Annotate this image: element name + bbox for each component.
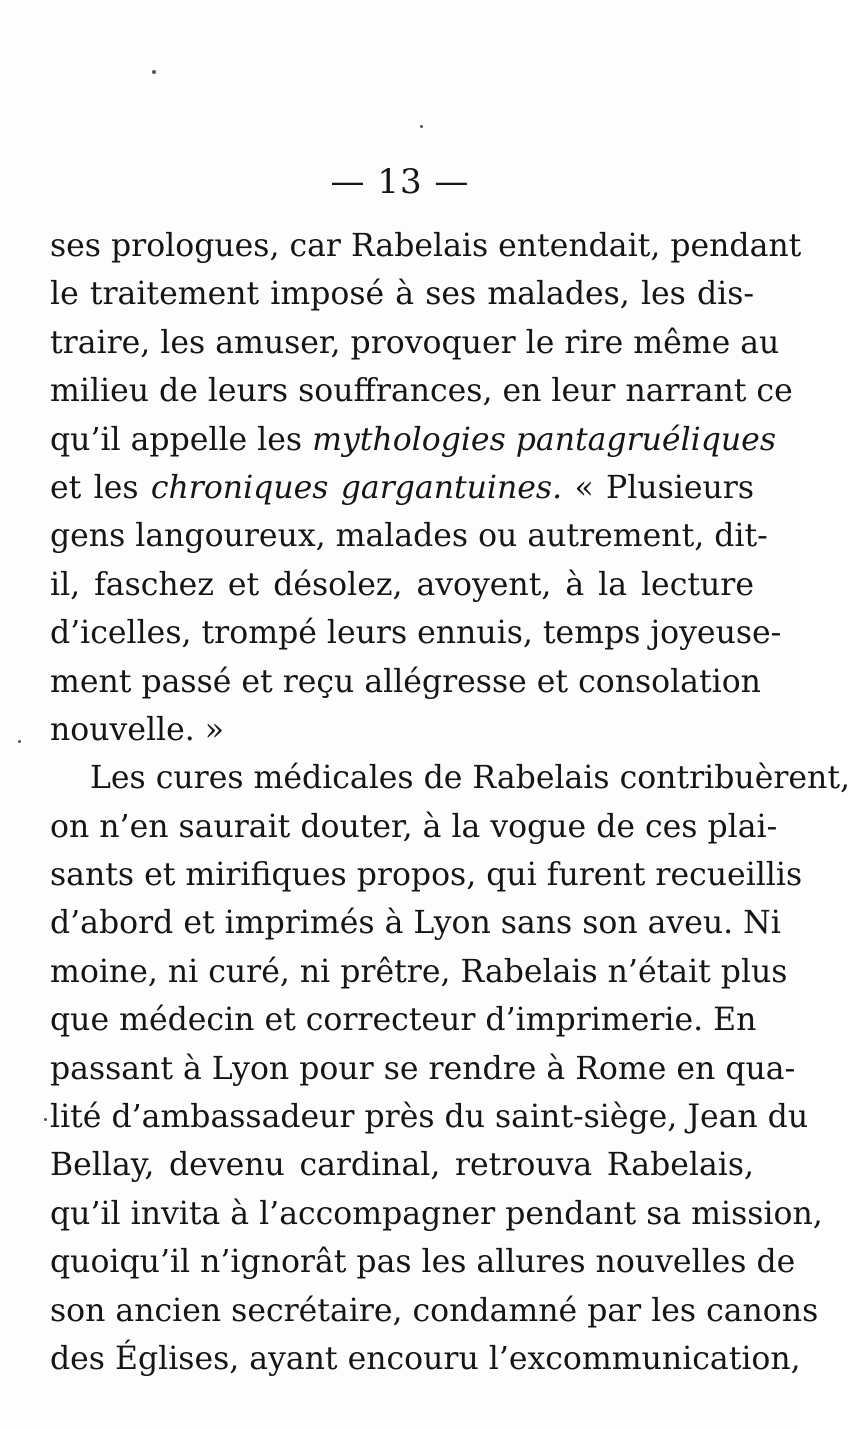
text-line	[50, 1335, 801, 1383]
text-span: quoiqu’il n’ignorât pas les allures nouvelles de	[50, 1244, 796, 1281]
text-line	[50, 1190, 823, 1238]
text-span: traire, les amuser, provoquer le rire même au	[50, 324, 780, 361]
text-span: le traitement imposé à ses malades, les dis-	[50, 276, 754, 313]
text-line	[50, 319, 780, 367]
text-line	[50, 270, 754, 318]
text-span: son ancien secrétaire, condamné par les canons	[50, 1292, 819, 1329]
italic-text-span: mythologies pantagruéliques	[312, 421, 776, 458]
text-line	[50, 1141, 754, 1189]
print-speck	[152, 70, 156, 74]
text-span: on n’en saurait douter, à la vogue de ces plai-	[50, 808, 778, 845]
body-text	[50, 222, 850, 1383]
text-span: nouvelle. »	[50, 711, 225, 748]
text-span: lité d’ambassadeur près du saint-siège, Jean du	[50, 1099, 809, 1136]
text-span: d’icelles, trompé leurs ennuis, temps joyeuse-	[50, 615, 782, 652]
text-line	[50, 899, 781, 947]
italic-text-span: chroniques gargantuines.	[150, 469, 563, 506]
text-span: des Églises, ayant encouru l’excommunication,	[50, 1340, 801, 1377]
text-span: sants et mirifiques propos, qui furent recueillis	[50, 857, 803, 894]
text-span: Bellay, devenu cardinal, retrouva Rabelais,	[50, 1147, 754, 1184]
text-line	[50, 706, 754, 754]
text-line	[50, 609, 782, 657]
print-speck	[18, 740, 21, 743]
text-span: « Plusieurs	[562, 469, 754, 506]
text-span: passant à Lyon pour se rendre à Rome en qua-	[50, 1050, 796, 1087]
text-line	[50, 658, 761, 706]
text-line	[50, 1238, 796, 1286]
text-line	[50, 1045, 796, 1093]
text-span: d’abord et imprimés à Lyon sans son aveu. Ni	[50, 905, 781, 942]
text-line	[50, 367, 793, 415]
text-line	[50, 512, 768, 560]
text-line	[50, 948, 788, 996]
text-line	[50, 754, 850, 802]
text-line	[50, 561, 754, 609]
text-line	[50, 1093, 809, 1141]
text-line	[50, 851, 803, 899]
text-line	[50, 1287, 819, 1335]
print-speck	[420, 125, 423, 128]
text-span: que médecin et correcteur d’imprimerie. En	[50, 1002, 757, 1039]
text-span: Les cures médicales de Rabelais contribuèrent,	[90, 760, 850, 797]
text-span: gens langoureux, malades ou autrement, dit-	[50, 518, 768, 555]
text-span: milieu de leurs souffrances, en leur narrant ce	[50, 373, 793, 410]
text-line	[50, 464, 754, 512]
text-line	[50, 222, 802, 270]
text-line	[50, 996, 757, 1044]
print-speck	[44, 1118, 47, 1121]
text-span: ment passé et reçu allégresse et consolation	[50, 663, 761, 700]
text-line	[50, 416, 776, 464]
text-span: moine, ni curé, ni prêtre, Rabelais n’était plus	[50, 953, 788, 990]
text-span: qu’il appelle les	[50, 421, 313, 458]
text-span: ses prologues, car Rabelais entendait, pendant	[50, 228, 802, 264]
page-number: — 13 —	[330, 162, 470, 202]
text-span: il, faschez et désolez, avoyent, à la lecture	[50, 566, 754, 603]
text-span: qu’il invita à l’accompagner pendant sa mission,	[50, 1195, 823, 1232]
text-span: et les	[50, 469, 151, 506]
text-line	[50, 803, 778, 851]
